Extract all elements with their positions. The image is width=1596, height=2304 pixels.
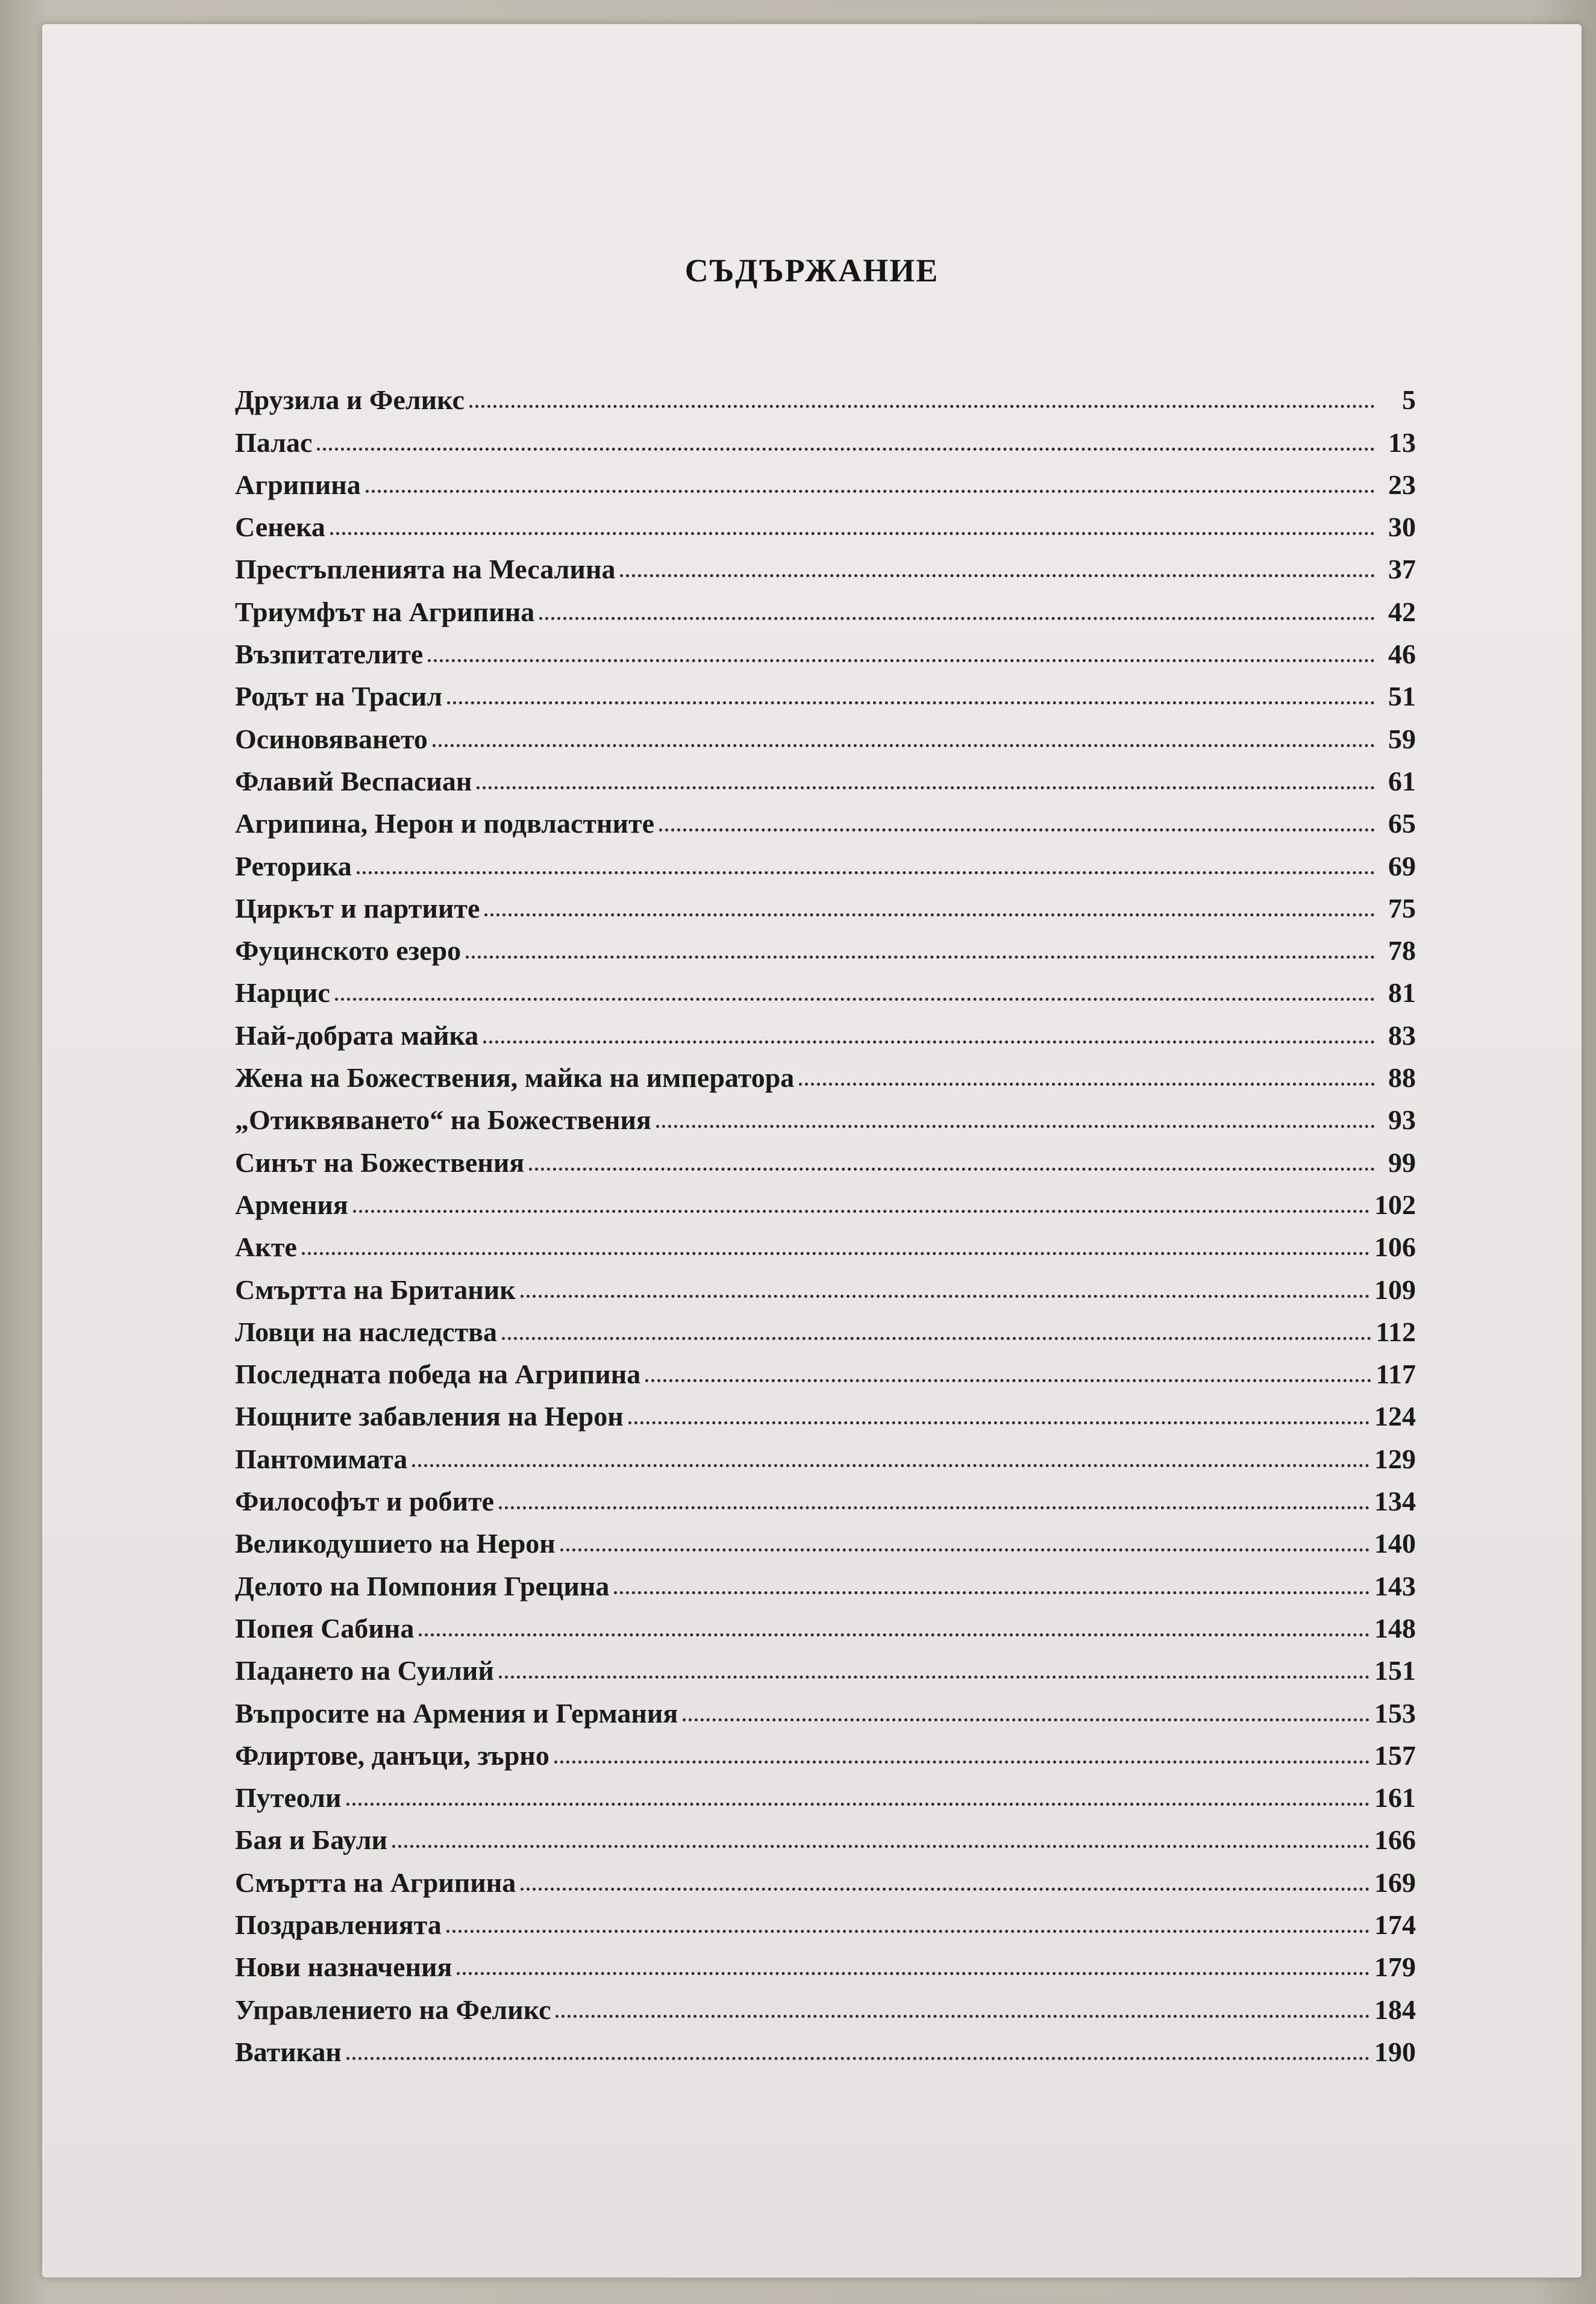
dot-leader (483, 1041, 1375, 1044)
dot-leader (499, 1506, 1369, 1509)
toc-entry-page-number: 106 (1374, 1232, 1416, 1263)
toc-entry-title: Осиновяването (235, 723, 428, 754)
toc-entry-page-number: 23 (1388, 469, 1416, 500)
toc-entry-title: Пантомимата (235, 1443, 408, 1474)
dot-leader (419, 1633, 1369, 1636)
toc-entry-page-number: 148 (1374, 1612, 1416, 1644)
toc-entry-title: Сенека (235, 512, 325, 543)
toc-entry-page-number: 59 (1388, 723, 1416, 754)
toc-entry (235, 1897, 1416, 1939)
toc-entry-title: Акте (235, 1232, 297, 1263)
toc-entry-page-number: 65 (1388, 808, 1416, 839)
dot-leader (554, 1761, 1369, 1764)
toc-entry (235, 1219, 1416, 1261)
toc-entry-title: Смъртта на Британик (235, 1274, 516, 1305)
page-title: СЪДЪРЖАНИЕ (684, 252, 939, 289)
dot-leader (529, 1168, 1375, 1171)
toc-entry-page-number: 42 (1388, 596, 1416, 627)
dot-leader (521, 1888, 1369, 1891)
toc-entry (235, 1770, 1416, 1812)
dot-leader (357, 871, 1375, 874)
dot-leader (447, 701, 1375, 704)
toc-entry-title: Бая и Баули (235, 1824, 388, 1856)
dot-leader (433, 744, 1375, 747)
dot-leader (656, 1125, 1375, 1128)
toc-entry-page-number: 157 (1374, 1739, 1416, 1771)
toc-entry (235, 1642, 1416, 1685)
toc-entry-title: Поздравленията (235, 1909, 442, 1940)
toc-entry-title: Най-добрата майка (235, 1019, 479, 1051)
toc-entry-page-number: 184 (1374, 1994, 1416, 2025)
toc-entry-page-number: 166 (1374, 1824, 1416, 1856)
toc-entry (235, 457, 1416, 499)
toc-entry-title: Армения (235, 1189, 348, 1220)
toc-entry-title: Философът и робите (235, 1486, 495, 1517)
toc-entry-page-number: 112 (1375, 1316, 1416, 1347)
toc-entry-title: Жена на Божествения, майка на императора (235, 1062, 795, 1094)
toc-entry-title: Великодушието на Нерон (235, 1528, 555, 1559)
toc-entry (235, 1939, 1416, 1981)
toc-entry-title: Ловци на наследства (235, 1316, 498, 1347)
toc-entry (235, 1092, 1416, 1134)
toc-entry (235, 1600, 1416, 1642)
toc-entry-title: Нарцис (235, 977, 330, 1009)
toc-entry (235, 1177, 1416, 1219)
toc-entry-page-number: 179 (1374, 1952, 1416, 1983)
toc-entry-page-number: 30 (1388, 512, 1416, 543)
toc-entry (235, 1304, 1416, 1346)
toc-entry-page-number: 13 (1388, 427, 1416, 458)
dot-leader (499, 1676, 1369, 1679)
toc-entry (235, 1388, 1416, 1430)
toc-entry-title: Триумфът на Агрипина (235, 596, 535, 627)
toc-entry (235, 414, 1416, 456)
toc-entry-page-number: 129 (1374, 1443, 1416, 1474)
toc-entry-title: Флавий Веспасиан (235, 765, 472, 797)
toc-entry (235, 1473, 1416, 1515)
toc-entry-title: Путеоли (235, 1782, 342, 1814)
dot-leader (466, 956, 1375, 959)
toc-entry-page-number: 51 (1388, 681, 1416, 712)
toc-entry-title: Въпросите на Армения и Германия (235, 1697, 678, 1729)
toc-entry-title: Престъпленията на Месалина (235, 554, 616, 585)
dot-leader (539, 617, 1375, 620)
dot-leader (317, 448, 1375, 451)
dot-leader (683, 1718, 1369, 1721)
toc-entry-title: Падането на Суилий (235, 1655, 494, 1686)
dot-leader (502, 1337, 1371, 1340)
toc-entry (235, 1515, 1416, 1557)
dot-leader (620, 574, 1375, 577)
toc-entry-title: Родът на Трасил (235, 681, 443, 712)
toc-entry-page-number: 190 (1374, 2036, 1416, 2067)
toc-entry-page-number: 169 (1374, 1867, 1416, 1898)
toc-entry-title: Реторика (235, 850, 352, 881)
toc-entry (235, 1261, 1416, 1303)
dot-leader (366, 490, 1375, 493)
dot-leader (555, 2015, 1369, 2018)
toc-entry (235, 499, 1416, 541)
toc-entry-page-number: 99 (1388, 1147, 1416, 1178)
dot-leader (392, 1845, 1369, 1848)
toc-entry-title: Флиртове, данъци, зърно (235, 1739, 549, 1771)
toc-entry-title: Делото на Помпония Грецина (235, 1570, 610, 1601)
toc-entry (235, 795, 1416, 837)
toc-entry (235, 372, 1416, 414)
dot-leader (302, 1252, 1369, 1255)
toc-entry (235, 1981, 1416, 2023)
toc-entry-page-number: 140 (1374, 1528, 1416, 1559)
toc-entry-title: Синът на Божествения (235, 1147, 525, 1178)
toc-entry (235, 837, 1416, 880)
toc-entry-page-number: 88 (1388, 1062, 1416, 1094)
toc-entry (235, 965, 1416, 1007)
dot-leader (614, 1591, 1369, 1594)
dot-leader (346, 1803, 1370, 1806)
dot-leader (799, 1083, 1375, 1086)
toc-entry (235, 922, 1416, 965)
dot-leader (446, 1930, 1369, 1933)
toc-entry-page-number: 109 (1374, 1274, 1416, 1305)
toc-entry-page-number: 83 (1388, 1019, 1416, 1051)
dot-leader (457, 1972, 1369, 1975)
toc-entry-title: Попея Сабина (235, 1612, 415, 1644)
toc-entry-page-number: 37 (1388, 554, 1416, 585)
toc-entry (235, 1727, 1416, 1770)
toc-entry-title: Нови назначения (235, 1952, 452, 1983)
toc-entry-title: Циркът и партиите (235, 892, 480, 924)
toc-entry-title: Последната победа на Агрипина (235, 1359, 641, 1390)
toc-entry (235, 1685, 1416, 1727)
toc-entry-page-number: 5 (1402, 384, 1416, 416)
toc-entry (235, 668, 1416, 710)
book-page (42, 24, 1582, 2277)
toc-entry-page-number: 174 (1374, 1909, 1416, 1940)
toc-entry (235, 880, 1416, 922)
toc-entry-title: Възпитателите (235, 639, 424, 670)
toc-entry (235, 1134, 1416, 1176)
toc-entry (235, 1050, 1416, 1092)
toc-entry (235, 1557, 1416, 1600)
dot-leader (428, 659, 1375, 662)
toc-entry-title: Агрипина (235, 469, 361, 500)
toc-entry (235, 626, 1416, 668)
toc-entry-title: Нощните забавления на Нерон (235, 1401, 624, 1432)
toc-entry-page-number: 75 (1388, 892, 1416, 924)
toc-entry (235, 1007, 1416, 1049)
toc-entry-title: Смъртта на Агрипина (235, 1867, 516, 1898)
toc-entry (235, 2024, 1416, 2066)
toc-entry-page-number: 46 (1388, 639, 1416, 670)
toc-entry-title: Фуцинското езеро (235, 935, 462, 966)
toc-entry (235, 1812, 1416, 1854)
toc-entry-title: Друзила и Феликс (235, 384, 465, 416)
toc-entry-page-number: 69 (1388, 850, 1416, 881)
toc-entry (235, 1430, 1416, 1473)
toc-entry-page-number: 102 (1374, 1189, 1416, 1220)
toc-entry-title: Агрипина, Нерон и подвластните (235, 808, 655, 839)
dot-leader (412, 1464, 1369, 1467)
dot-leader (484, 913, 1375, 916)
toc-entry-page-number: 134 (1374, 1486, 1416, 1517)
toc-entry-title: Управлението на Феликс (235, 1994, 551, 2025)
toc-entry-title: „Отиквяването“ на Божествения (235, 1104, 651, 1136)
toc-entry (235, 710, 1416, 753)
toc-entry (235, 1346, 1416, 1388)
toc-entry-page-number: 61 (1388, 765, 1416, 797)
toc-entry-page-number: 81 (1388, 977, 1416, 1009)
dot-leader (659, 828, 1375, 831)
toc-entry-page-number: 117 (1375, 1359, 1416, 1390)
toc-entry-page-number: 78 (1388, 935, 1416, 966)
dot-leader (346, 2057, 1369, 2060)
toc-entry (235, 1854, 1416, 1896)
toc-entry-page-number: 124 (1374, 1401, 1416, 1432)
dot-leader (628, 1421, 1369, 1424)
toc-entry-page-number: 93 (1388, 1104, 1416, 1136)
toc-entry-page-number: 161 (1374, 1782, 1416, 1814)
dot-leader (521, 1295, 1369, 1298)
dot-leader (560, 1548, 1369, 1551)
toc-entry (235, 753, 1416, 795)
dot-leader (477, 786, 1375, 789)
toc-entry-page-number: 143 (1374, 1570, 1416, 1601)
toc-entry-page-number: 151 (1374, 1655, 1416, 1686)
toc-entry (235, 541, 1416, 583)
dot-leader (330, 532, 1375, 535)
dot-leader (353, 1210, 1369, 1213)
dot-leader (335, 998, 1375, 1001)
dot-leader (469, 405, 1375, 408)
toc-entry-title: Ватикан (235, 2036, 342, 2067)
toc-entry (235, 583, 1416, 625)
dot-leader (645, 1379, 1371, 1382)
table-of-contents (235, 372, 1416, 2066)
toc-entry-title: Палас (235, 427, 313, 458)
toc-entry-page-number: 153 (1374, 1697, 1416, 1729)
